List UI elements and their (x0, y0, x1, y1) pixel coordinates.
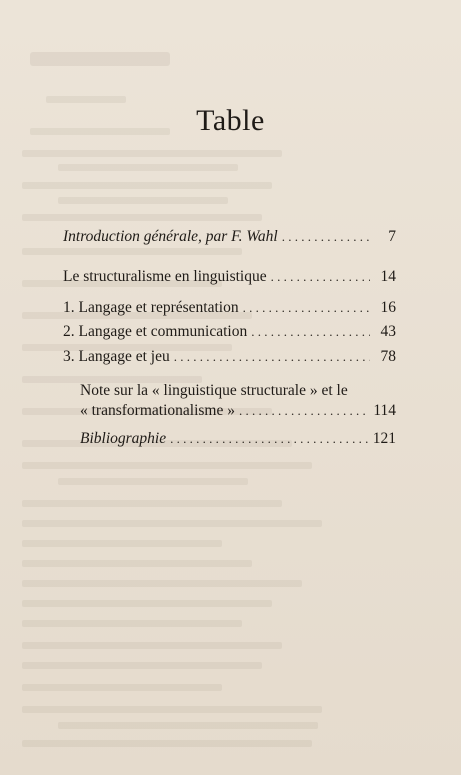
toc-entry-bibliographie (80, 430, 396, 448)
toc-entry-chapter-1 (63, 299, 396, 317)
toc-entry-page: 78 (380, 348, 396, 365)
toc-entry-page: 114 (373, 402, 396, 419)
toc-entry-introduction (63, 228, 396, 246)
leader-dots (243, 300, 370, 316)
toc-entry-note (80, 402, 396, 420)
leader-dots (170, 431, 369, 447)
leader-dots (239, 403, 369, 419)
leader-dots (174, 349, 370, 365)
toc-entry-page: 43 (380, 323, 396, 340)
toc-entry-note-line1: Note sur la « linguistique structurale » et le (80, 382, 348, 399)
toc-entry-label: 3. Langage et jeu (63, 348, 170, 365)
toc-entry-label: Le structuralisme en linguistique (63, 268, 267, 285)
toc-entry-page: 16 (380, 299, 396, 316)
toc-entry-page: 14 (380, 268, 396, 285)
toc-entry-page: 7 (388, 228, 396, 245)
toc-entry-label: 2. Langage et communication (63, 323, 248, 340)
toc-entry-chapter-2 (63, 323, 396, 341)
page-title: Table (196, 104, 265, 137)
leader-dots (251, 324, 370, 340)
leader-dots (271, 269, 370, 285)
toc-entry-structuralisme (63, 268, 396, 286)
toc-entry-label: 1. Langage et représentation (63, 299, 239, 316)
leader-dots (282, 229, 370, 245)
toc-entry-chapter-3 (63, 348, 396, 366)
toc-entry-page: 121 (372, 430, 396, 447)
toc-entry-label: Introduction générale, par F. Wahl (63, 228, 278, 245)
toc-entry-label: « transformationalisme » (80, 402, 235, 419)
toc-entry-label: Bibliographie (80, 430, 167, 447)
